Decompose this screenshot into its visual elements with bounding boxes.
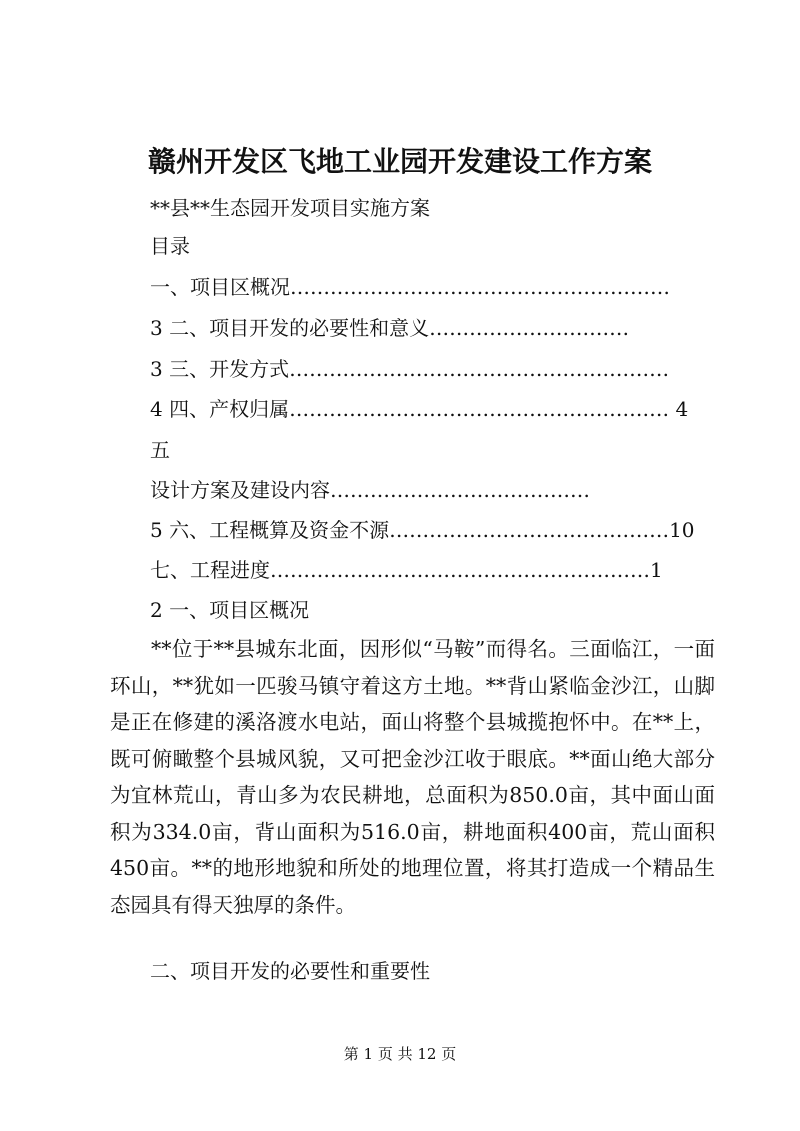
section-heading: 二、项目开发的必要性和重要性 xyxy=(150,959,430,983)
toc-entry: 4 四、产权归属………………………………………………… 4 xyxy=(150,397,689,421)
body-paragraph xyxy=(110,631,715,923)
paragraph-text: **位于**县城东北面，因形似“马鞍”而得名。三面临江，一面环山，**犹如一匹骏马镇守着这方土地。**背山紧临金沙江，山脚是正在修建的溪洛渡水电站，面山将整个县城揽抱怀中。在**上，既可俯瞰整个县城风貌，又可把金沙江收于眼底。**面山绝大部分为宜林荒山，青山多为农民耕地，总面积为850.0亩，其中面山面积为334.0亩，背山面积为516.0亩，耕地面积400亩，荒山面积450亩。**的地形地貌和所处的地理位置，将其打造成一个精品生态园具有得天独厚的条件。 xyxy=(110,637,715,917)
toc-entry: 一、项目区概况………………………………………………… xyxy=(150,275,670,299)
page-footer: 第 1 页 共 12 页 xyxy=(343,1045,457,1063)
document-subtitle: **县**生态园开发项目实施方案 xyxy=(150,196,430,220)
toc-entry: 3 二、项目开发的必要性和意义………………………… xyxy=(150,316,630,340)
toc-heading: 目录 xyxy=(150,234,190,258)
document-title: 赣州开发区飞地工业园开发建设工作方案 xyxy=(147,145,652,178)
toc-entry: 2 一、项目区概况 xyxy=(150,598,310,622)
toc-entry: 五 xyxy=(150,438,170,462)
toc-entry: 3 三、开发方式………………………………………………… xyxy=(150,357,670,381)
toc-entry: 七、工程进度…………………………………………………1 xyxy=(150,558,663,582)
toc-entry: 5 六、工程概算及资金不源……………………………………10 xyxy=(150,518,695,542)
toc-entry: 设计方案及建设内容………………………………… xyxy=(150,478,590,502)
